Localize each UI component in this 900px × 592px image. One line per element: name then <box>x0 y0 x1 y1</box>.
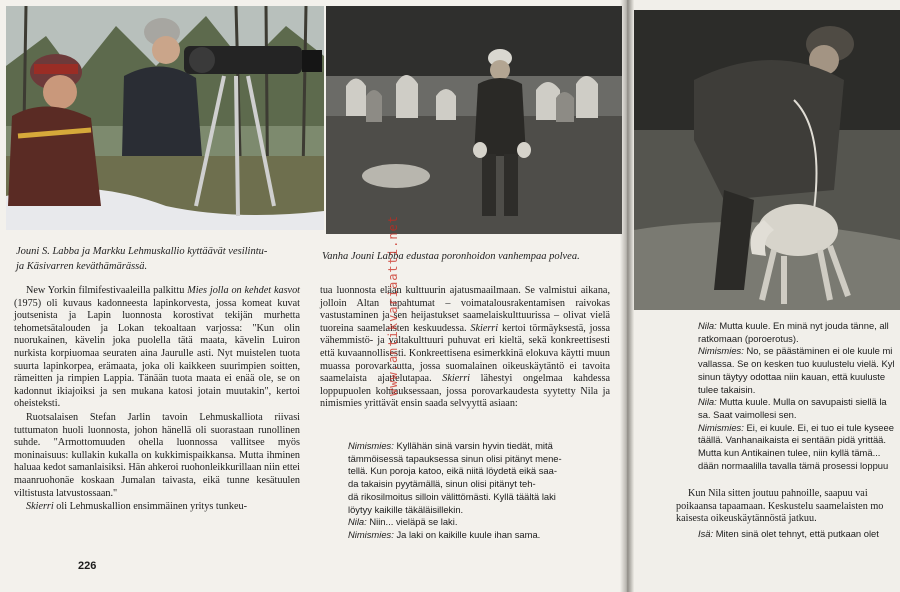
right-dialogue <box>698 320 900 472</box>
dialogue-line: täällä. Vanhanaikaista ei sentään pidä yrittää. <box>698 434 886 446</box>
middle-dialogue <box>348 440 616 542</box>
watermark: www.antikvariaatti.net <box>386 215 400 396</box>
caption-line: Jouni S. Labba ja Markku Lehmuskallio kyttäävät vesilintu- <box>16 246 268 257</box>
right-paragraph <box>676 488 900 526</box>
middle-column-text <box>320 285 610 411</box>
photo-reindeer-calf-image <box>634 10 900 310</box>
dialogue-line: Nila: Niin... vieläpä se laki. <box>348 516 458 528</box>
dialogue-line: tämmöisessä tapauksessa sinun olisi pitänyt mene- <box>348 452 562 464</box>
dialogue-line: löytyy kaikille täkäläisillekin. <box>348 503 464 515</box>
dialogue-line: dä rikosilmoitus silloin välittömästi. Kyllä täältä laki <box>348 490 556 502</box>
photo-reindeer-herder <box>326 6 622 234</box>
dialogue-line: ratkomaan (poroerotus). <box>698 332 799 344</box>
text-line: kaisesta oikeuskäytännöstä jatkuu. <box>676 513 817 525</box>
dialogue-line: sinun täytyy odottaa niin kauan, että kuuluste <box>698 370 886 382</box>
paragraph: tua luonnosta eläan kulttuurin ajatusmaailmaan. Se valmistui aikana, jolloin Altan tapahtumat – voimatalousrakentamisen raivokas vastustaminen ja sen heijastukset saamelaiskulttuurissa – olivat vielä tuoreina saamelaisten keskuudessa. Skierri kertoi törmäyksestä, jossa vähemmistö- ja valtakulttuuri puhuvat eri kieltä, sekä konkreettisesti että kuvaannollisesti. Konkreettisena esimerkkinä elokuva käytti muun muassa porovarkautta, jossa suomalainen oikeuskäytäntö ei tavoita saamelaista ajattelutapaa. Skierri lähestyi ongelmaa kahdessa loppupuolen kohtauksessaan, jossa porovarkaudesta syytetty Nila ja nimismies yrittävät ensin saada selvyyttä asiaan: <box>320 285 611 410</box>
paragraph: Ruotsalaisen Stefan Jarlin tavoin Lehmuskalliota riivasi tuttumaton huoli luonnosta, johon hänellä oli suorastaan runollinen suhde. "Armottomuuden ohella luonnossa vallitsee myös moninaisuus: kullakin kukalla on kukkimispaikkansa. Mutta ihminen haluaa kedot samanlaisiksi. Hän ahkeroi ruohonleikkurillaan niin ettei maanruohonäe koskaan Jumalan taivasta, eikä tunne kesätuulen viltistusta latvustossaan." <box>14 411 300 499</box>
film-title: Skierri <box>442 373 470 385</box>
dialogue-line: tellä. Kun poroja katoo, eikä niitä löydetä eikä saa- <box>348 465 557 477</box>
book-gutter <box>620 0 634 592</box>
dialogue-line: Nimismies: No, se päästäminen ei ole kuule mi <box>698 345 893 357</box>
dialogue-line: da takaisin pyytämällä, sinun olisi pitänyt teh- <box>348 478 536 490</box>
dialogue-line: Nila: Mutta kuule. En minä nyt jouda tänne, all <box>698 320 889 331</box>
paragraph: Skierri oli Lehmuskallion ensimmäinen yritys tunkeu- <box>26 501 247 513</box>
caption-film-crew <box>16 244 316 274</box>
dialogue-line: Nimismies: Kyllähän sinä varsin hyvin tiedät, mitä <box>348 440 553 451</box>
left-column-text <box>14 285 300 514</box>
caption-line: ja Käsivarren keväthämärässä. <box>16 261 148 272</box>
dialogue-line: sa. Saat vaimollesi sen. <box>698 408 797 420</box>
dialogue-line: tulee takaisin. <box>698 383 756 395</box>
film-title: Skierri <box>26 501 54 513</box>
dialogue-line: Nimismies: Ei, ei kuule. Ei, ei tuo ei tule kyseee <box>698 421 894 433</box>
caption-reindeer-herder <box>322 249 618 264</box>
dialogue-line: Mutta kun Antikainen tulee, niin kyllä tämä... <box>698 447 881 459</box>
photo-film-crew <box>6 6 324 230</box>
paragraph: New Yorkin filmifestivaaleilla palkittu Mies jolla on kehdet kasvot (1975) oli kuvaus kadonneesta lapinkorvesta, jossa komeat kuvat joutsenista ja Lapin luonnosta korostivat tekijän murhetta tehometsätalouden ja Lokan tekoaltaan varjossa: "Kun olin nuorukainen, kävelin joka puolella tätä maata, kävelin Luiron nurkista korpiuomaa seuraten aina Jaurulle asti. Nyt muistelen tuota suurta lapinkorpea, erämaata, joka oli kaikkeen suurimpien soitten, rämeitten ja rimpien Lappia. Tänään tuota maata ei enää ole, se on kadonnut ikiajoiksi ja sen mukana katosi jotain muutakin", kertoi oheisteksti. <box>14 285 300 410</box>
text-line: poikaansa tapaamaan. Keskustelu saamelaisten mo <box>676 500 884 512</box>
caption-text: Vanha Jouni Labba edustaa poronhoidon vanhempaa polvea. <box>322 251 580 262</box>
right-dialogue-last <box>698 528 900 541</box>
dialogue-line: Nila: Mutta kuule. Mulla on savupaisti siellä la <box>698 396 887 408</box>
photo-reindeer-herder-image <box>326 6 622 234</box>
photo-film-crew-image <box>6 6 324 230</box>
film-title: Skierri <box>470 322 499 334</box>
page-number: 226 <box>78 560 97 572</box>
film-title: Mies jolla on kehdet kasvot <box>187 285 300 296</box>
dialogue-line: dään normaalilla tavalla tämä prosessi loppuu <box>698 459 889 471</box>
text-line: Kun Nila sitten joutuu pahnoille, saapuu vai <box>688 488 868 499</box>
dialogue-line: Isä: Miten sinä olet tehnyt, että putkaan olet <box>698 528 879 539</box>
dialogue-line: vallassa. Se on kesken tuo kuulustelu vielä. Kyl <box>698 358 895 370</box>
photo-reindeer-calf <box>634 10 900 310</box>
dialogue-line: Nimismies: Ja laki on kaikille kuule ihan sama. <box>348 528 541 540</box>
